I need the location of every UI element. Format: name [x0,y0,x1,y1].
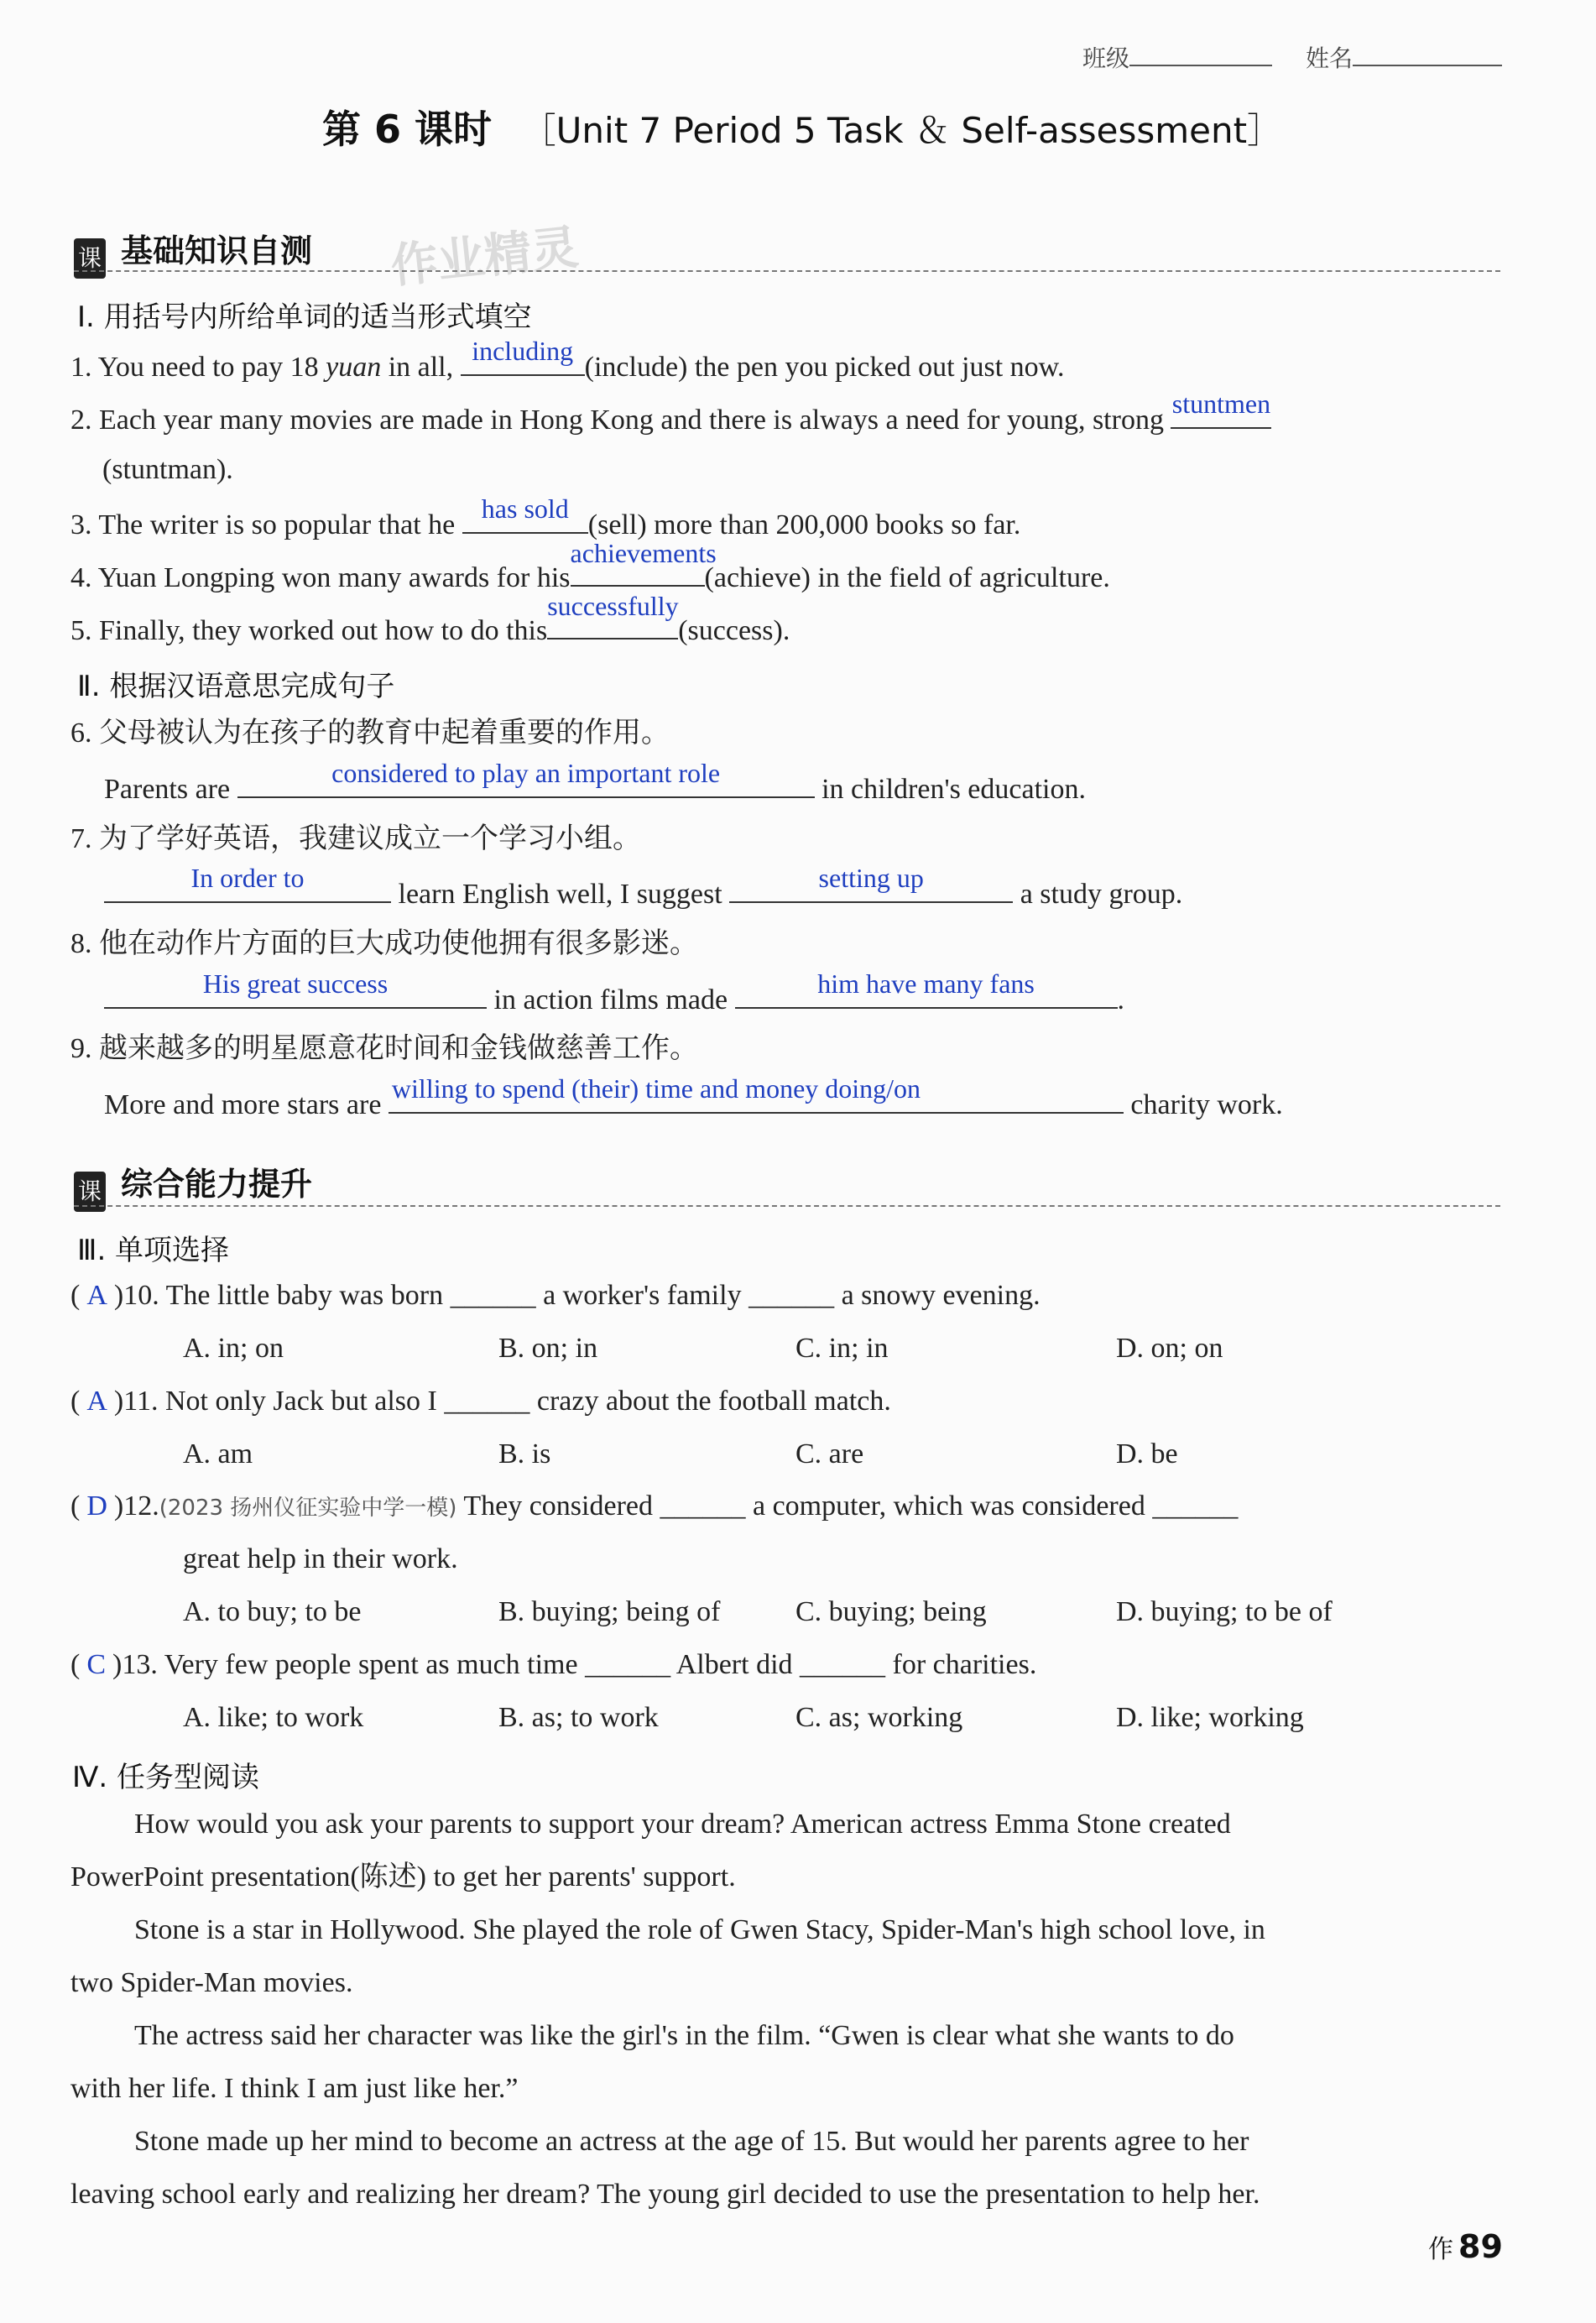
q12-option-b[interactable]: B. buying; being of [498,1596,721,1627]
q1-mid: in all, [381,352,461,383]
q12-num: 12. [123,1490,159,1522]
q5-pre: 5. Finally, they worked out how to do this [70,615,548,646]
q8-post: . [1117,984,1125,1015]
q12-answer: D [86,1490,107,1522]
q7-mid: learn English well, I suggest [391,879,730,910]
q8-blank-1[interactable] [104,968,487,1009]
q12-text-line2: great help in their work. [183,1543,458,1574]
q5-answer: successfully [547,591,679,621]
section-basic-title: 基础知识自测 [121,232,313,269]
q10-answer: A [86,1280,107,1311]
unit-title: ［Unit 7 Period 5 Task ＆ Self-assessment］ [520,110,1283,151]
footer-label: 作 [1428,2235,1453,2264]
mc-question-13: ( C )13. Very few people spent as much time ______ Albert did ______ for charities. [70,1649,1037,1680]
section-icon: 课 [74,238,106,279]
reading-p1-line2: PowerPoint presentation(陈述) to get her parents' support. [70,1861,736,1892]
q12-text: They considered ______ a computer, which was considered ______ [463,1490,1239,1522]
q5-blank[interactable] [547,591,679,639]
q12-option-a[interactable]: A. to buy; to be [183,1596,362,1627]
q1-italic: yuan [326,352,382,383]
q6-blank[interactable] [237,758,815,798]
question-3 [70,493,1021,544]
q4-answer: achievements [570,538,717,568]
q11-option-b[interactable]: B. is [498,1438,551,1469]
reading-p4-line1: Stone made up her mind to become an actress at the age of 15. But would her parents agree to her [134,2126,1249,2157]
page-number: 89 [1458,2228,1503,2265]
q9-english [104,1073,1283,1124]
watermark: 作业精灵 [388,220,582,295]
reading-p2-line2: two Spider-Man movies. [70,1967,353,1998]
q11-num: 11. [123,1386,159,1417]
q9-answer: willing to spend (their) time and money doing/on [391,1073,921,1104]
q6-pre: Parents are [104,774,237,805]
q13-num: 13. [122,1649,158,1680]
lesson-number: 第 6 课时 [322,107,493,152]
q13-option-a[interactable]: A. like; to work [183,1702,364,1733]
q7-chinese: 7. 为了学好英语，我建议成立一个学习小组。 [70,823,641,854]
q13-text: Very few people spent as much time ______ Albert did ______ for charities. [164,1649,1037,1680]
page-footer [1428,2228,1503,2265]
q11-answer: A [86,1386,107,1417]
q4-blank[interactable] [570,538,717,587]
part4-heading: Ⅳ. 任务型阅读 [72,1761,259,1794]
q6-chinese: 6. 父母被认为在孩子的教育中起着重要的作用。 [70,718,670,749]
question-1 [70,336,1065,386]
q8-answer-2: him have many fans [817,968,1035,999]
q4-pre: 4. Yuan Longping won many awards for his [70,562,571,593]
q10-num: 10. [123,1280,159,1311]
q7-post: a study group. [1013,879,1183,910]
q9-post: charity work. [1123,1089,1283,1120]
mc-question-11: ( A )11. Not only Jack but also I ______ crazy about the football match. [70,1386,891,1417]
q5-post: (success). [678,615,790,646]
part2-heading: Ⅱ. 根据汉语意思完成句子 [77,670,395,703]
q11-option-d[interactable]: D. be [1116,1438,1178,1469]
reading-p4-line2: leaving school early and realizing her dream? The young girl decided to use the presentation to help her. [70,2179,1260,2210]
q8-mid: in action films made [487,984,735,1015]
q7-blank-1[interactable] [104,863,391,903]
q3-blank[interactable] [462,493,588,534]
q9-pre: More and more stars are [104,1089,389,1120]
name-blank [1353,43,1502,66]
q10-option-b[interactable]: B. on; in [498,1333,598,1364]
q10-option-c[interactable]: C. in; in [795,1333,889,1364]
q8-blank-2[interactable] [735,968,1118,1009]
mc-question-12: ( D )12.(2023 扬州仪征实验中学一模) They considered ______ a computer, which was considered ______ [70,1490,1239,1522]
q7-answer-2: setting up [818,863,924,893]
section-divider-2 [74,1205,1500,1207]
q6-english [104,758,1086,808]
q8-answer-1: His great success [202,968,389,999]
q11-option-a[interactable]: A. am [183,1438,253,1469]
section-icon-2: 课 [74,1172,106,1212]
question-2-line2: (stuntman). [102,454,233,485]
q4-post: (achieve) in the field of agriculture. [704,562,1110,593]
part1-heading: Ⅰ. 用括号内所给单词的适当形式填空 [77,300,532,334]
section-advanced-title: 综合能力提升 [121,1166,313,1203]
page-title [322,99,1282,154]
q1-blank[interactable] [461,336,585,376]
name-label: 姓名 [1306,44,1353,72]
q9-blank[interactable] [389,1073,1124,1114]
q7-blank-2[interactable] [729,863,1013,903]
question-2 [70,389,1271,439]
reading-p2-line1: Stone is a star in Hollywood. She played the role of Gwen Stacy, Spider-Man's high school love, in [134,1914,1265,1945]
q1-post: (include) the pen you picked out just now. [584,352,1065,383]
mc-question-10: ( A )10. The little baby was born ______ a worker's family ______ a snowy evening. [70,1280,1041,1311]
q13-answer: C [86,1649,107,1680]
q1-pre: 1. You need to pay 18 [70,352,326,383]
q10-option-a[interactable]: A. in; on [183,1333,284,1364]
q10-text: The little baby was born ______ a worker's family ______ a snowy evening. [165,1280,1041,1311]
reading-p3-line2: with her life. I think I am just like her.” [70,2073,519,2104]
class-field [1082,40,1272,74]
q3-pre: 3. The writer is so popular that he [70,509,462,540]
q3-post: (sell) more than 200,000 books so far. [587,509,1021,540]
q6-answer: considered to play an important role [331,758,721,788]
q1-answer: including [472,336,574,366]
q2-answer: stuntmen [1171,389,1271,419]
section-divider [74,270,1500,272]
q12-option-c[interactable]: C. buying; being [795,1596,987,1627]
q13-option-d[interactable]: D. like; working [1116,1702,1304,1733]
part3-heading: Ⅲ. 单项选择 [77,1234,230,1267]
q13-option-b[interactable]: B. as; to work [498,1702,659,1733]
q6-post: in children's education. [814,774,1086,805]
q2-blank[interactable] [1171,389,1271,429]
q11-text: Not only Jack but also I ______ crazy about the football match. [164,1386,891,1417]
q8-chinese: 8. 他在动作片方面的巨大成功使他拥有很多影迷。 [70,928,698,959]
section-advanced-header [74,1158,312,1212]
name-field [1306,40,1502,74]
q7-answer-1: In order to [190,863,305,893]
q2-pre: 2. Each year many movies are made in Hong Kong and there is always a need for young, strong [70,405,1171,436]
class-label: 班级 [1082,44,1130,72]
class-blank [1129,43,1272,66]
q3-answer: has sold [481,493,569,524]
q9-chinese: 9. 越来越多的明星愿意花时间和金钱做慈善工作。 [70,1033,698,1064]
q10-option-d[interactable]: D. on; on [1116,1333,1223,1364]
q8-english [104,968,1125,1019]
q13-option-c[interactable]: C. as; working [795,1702,963,1733]
reading-p3-line1: The actress said her character was like the girl's in the film. “Gwen is clear what she wants to do [134,2020,1234,2051]
q11-option-c[interactable]: C. are [795,1438,864,1469]
q7-english [104,863,1183,913]
reading-p1-line1: How would you ask your parents to support your dream? American actress Emma Stone created [134,1809,1231,1840]
question-5 [70,591,790,650]
q12-source: (2023 扬州仪征实验中学一模) [159,1496,457,1521]
q12-option-d[interactable]: D. buying; to be of [1116,1596,1333,1627]
